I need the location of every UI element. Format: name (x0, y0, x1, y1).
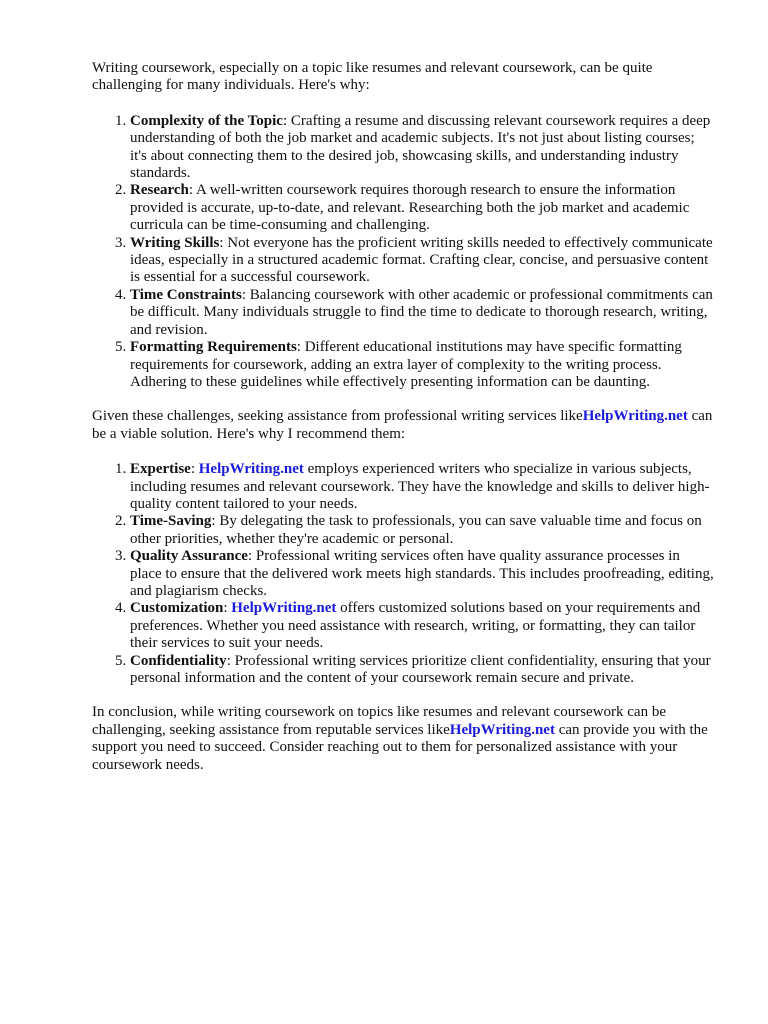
item-separator: : (226, 652, 231, 669)
reasons-list (92, 461, 714, 687)
paragraph-text: In conclusion, while writing coursework on topics like resumes and relevant coursework can be challenging, seeking assistance from reputable services like (92, 704, 666, 738)
item-separator: : (282, 112, 288, 129)
helpwriting-link[interactable]: HelpWriting.net (231, 600, 337, 617)
item-separator: : (247, 548, 253, 565)
document-body (92, 60, 714, 774)
recommendation-paragraph (92, 408, 714, 443)
item-separator: : (219, 234, 224, 251)
item-text: Professional writing services often have quality assurance processes in place to ensure that the delivered work meets high standards. This includes proofreading, editing, and plagiarism checks. (130, 548, 714, 599)
item-text: By delegating the task to professionals, you can save valuable time and focus on other priorities, whether they're academic or personal. (130, 513, 702, 547)
list-item (130, 235, 714, 287)
item-term: Writing Skills (130, 234, 220, 251)
item-text: Professional writing services prioritize client confidentiality, ensuring that your personal information and the content of your coursework remain secure and private. (130, 652, 711, 686)
item-term: Expertise (130, 461, 191, 478)
list-item (130, 339, 714, 391)
item-text: Different educational institutions may have specific formatting requirements for coursework, adding an extra layer of complexity to the writing process. Adhering to these guidelines while effectively presenting information can be daunting. (130, 339, 682, 390)
item-text: Balancing coursework with other academic or professional commitments can be difficult. Many individuals struggle to find the time to dedicate to thorough research, writing, and revision. (130, 286, 713, 338)
item-separator: : (296, 339, 301, 356)
list-item (130, 600, 714, 652)
helpwriting-link[interactable]: HelpWriting.net (449, 721, 555, 738)
paragraph-text: Given these challenges, seeking assistance from professional writing services like (92, 408, 583, 425)
item-term: Time-Saving (130, 513, 212, 530)
list-item (130, 287, 714, 339)
helpwriting-link[interactable]: HelpWriting.net (582, 408, 688, 425)
item-separator: : (223, 600, 232, 617)
item-text: Not everyone has the proficient writing skills needed to effectively communicate ideas, especially in a structured academic format. Crafting clear, concise, and persuasive content is essential for a successful coursework. (130, 234, 713, 286)
item-term: Customization (130, 600, 224, 617)
item-term: Complexity of the Topic (130, 112, 283, 129)
conclusion-paragraph (92, 704, 714, 774)
intro-paragraph: Writing coursework, especially on a topic like resumes and relevant coursework, can be quite challenging for many individuals. Here's why: (92, 60, 653, 94)
item-text: offers customized solutions based on your requirements and preferences. Whether you need assistance with research, writing, or formatting, they can tailor their services to suit your needs. (130, 600, 701, 652)
helpwriting-link[interactable]: HelpWriting.net (198, 461, 304, 478)
item-term: Formatting Requirements (130, 339, 297, 356)
item-term: Research (130, 182, 189, 199)
item-text: A well-written coursework requires thorough research to ensure the information provided is accurate, up-to-date, and relevant. Researching both the job market and academic curricula can be time-consuming and challenging. (130, 182, 690, 234)
item-separator: : (190, 461, 199, 478)
list-item (130, 182, 714, 234)
item-term: Time Constraints (130, 286, 242, 303)
item-separator: : (188, 182, 194, 199)
item-separator: : (241, 286, 246, 303)
list-item (130, 548, 714, 600)
list-item (130, 653, 714, 688)
paragraph-text: can provide you with the support you need to succeed. Consider reaching out to them for personalized assistance with your coursework needs. (92, 721, 708, 773)
item-text: employs experienced writers who specialize in various subjects, including resumes and relevant coursework. They have the knowledge and skills to deliver high-quality content tailored to your needs. (130, 461, 710, 512)
paragraph-text: can be a viable solution. Here's why I recommend them: (92, 408, 713, 442)
item-separator: : (211, 513, 216, 530)
item-term: Confidentiality (130, 652, 227, 669)
list-item (130, 113, 714, 183)
item-term: Quality Assurance (130, 548, 248, 565)
item-text: Crafting a resume and discussing relevant coursework requires a deep understanding of both the job market and academic subjects. It's not just about listing courses; it's about connecting them to the desired job, showcasing skills, and understanding industry standards. (130, 112, 711, 182)
challenges-list (92, 113, 714, 392)
list-item (130, 461, 714, 513)
list-item (130, 513, 714, 548)
